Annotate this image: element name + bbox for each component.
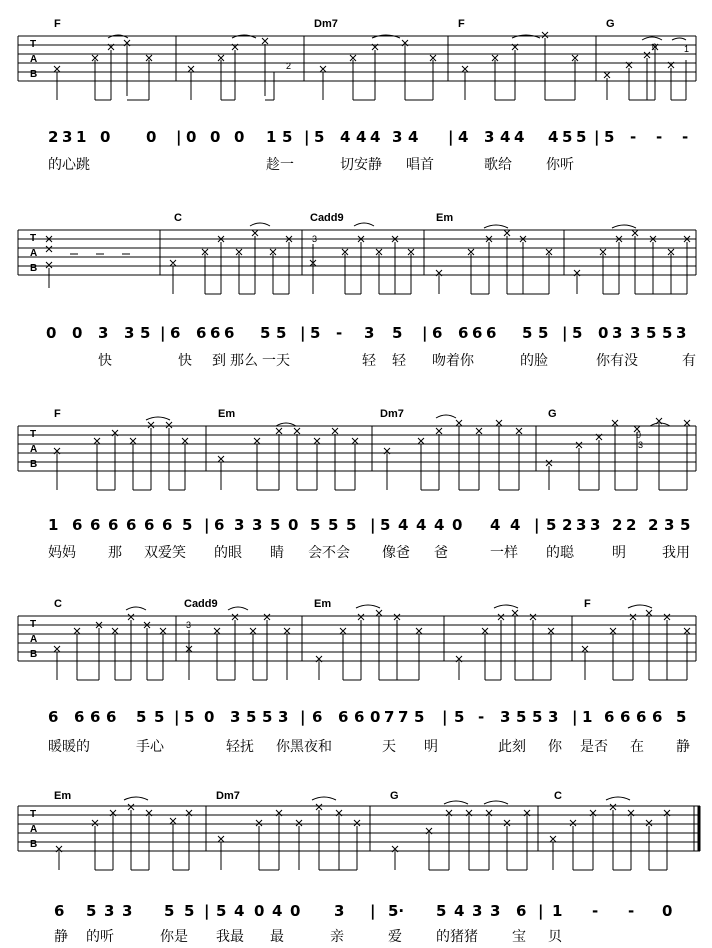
note: 5 xyxy=(532,708,543,726)
note: 6 xyxy=(144,516,155,534)
note: 0 xyxy=(72,324,83,342)
svg-text:3: 3 xyxy=(638,440,644,450)
note: 0 xyxy=(100,128,111,146)
note: 0 xyxy=(452,516,463,534)
note: 3 xyxy=(630,324,641,342)
note: 1 xyxy=(582,708,593,726)
tab-clef-letter: A xyxy=(30,634,38,645)
tab-staff xyxy=(0,390,712,500)
note: 6 xyxy=(48,708,59,726)
barline: | xyxy=(370,516,376,534)
barline: | xyxy=(572,708,578,726)
tab-clef-letter: T xyxy=(30,39,37,50)
tab-clef-letter: B xyxy=(30,649,38,660)
lyric-word: 睛 xyxy=(270,545,284,561)
note: 4 xyxy=(510,516,521,534)
barline: | xyxy=(174,708,180,726)
note: 6 xyxy=(210,324,221,342)
note: - xyxy=(656,128,663,146)
barline: | xyxy=(534,516,540,534)
barline: | xyxy=(538,902,544,920)
note: - xyxy=(592,902,599,920)
tab-clef-letter: B xyxy=(30,263,38,274)
note: 5 xyxy=(140,324,151,342)
barline: | xyxy=(204,902,210,920)
chord-label: G xyxy=(606,18,615,30)
note: 6 xyxy=(106,708,117,726)
lyric-word: 手心 xyxy=(136,739,164,755)
note: 4 xyxy=(434,516,445,534)
barline: | xyxy=(304,128,310,146)
note: 6 xyxy=(126,516,137,534)
lyric-word: 我用 xyxy=(662,545,690,561)
lyric-word: 你是 xyxy=(160,929,188,945)
note: 0 xyxy=(234,128,245,146)
lyric-word: 唱首 xyxy=(406,157,434,173)
lyric-word: 有 xyxy=(682,353,696,369)
note: 5 xyxy=(436,902,447,920)
note: 5 xyxy=(164,902,175,920)
note: 3 xyxy=(548,708,559,726)
note: 5 xyxy=(562,128,573,146)
note: 0 xyxy=(186,128,197,146)
chord-label: Em xyxy=(218,408,236,420)
note: 4 xyxy=(458,128,469,146)
barline: | xyxy=(448,128,454,146)
note: 6 xyxy=(312,708,323,726)
note: 3 xyxy=(252,516,263,534)
lyric-word: 那 xyxy=(108,545,122,561)
svg-text:0: 0 xyxy=(636,430,642,440)
lyric-word: 亲 xyxy=(330,929,344,945)
barline: | xyxy=(176,128,182,146)
note: 6 xyxy=(72,516,83,534)
note: 5 xyxy=(86,902,97,920)
chord-label: Cadd9 xyxy=(310,212,344,224)
numbered-notation-row xyxy=(0,516,712,542)
lyric-word: 明 xyxy=(612,545,626,561)
note: 6 xyxy=(604,708,615,726)
lyric-word: 我最 xyxy=(216,929,244,945)
note: 5 xyxy=(380,516,391,534)
barline: | xyxy=(204,516,210,534)
note: 5 xyxy=(184,902,195,920)
chord-label: C xyxy=(54,598,62,610)
tab-clef-letter: A xyxy=(30,248,38,259)
note: 3 xyxy=(612,324,623,342)
lyric-word: 的眼 xyxy=(214,545,242,561)
note: 4 xyxy=(340,128,351,146)
lyric-word: 爸 xyxy=(434,545,448,561)
note: 2 xyxy=(612,516,623,534)
note: 1 xyxy=(552,902,563,920)
note: 3 xyxy=(364,324,375,342)
note: 6 xyxy=(472,324,483,342)
lyric-word: 在 xyxy=(630,739,644,755)
lyric-word: 歌给 xyxy=(484,157,512,173)
note: 1 xyxy=(76,128,87,146)
note: 6 xyxy=(90,708,101,726)
lyric-word: 到 xyxy=(212,353,226,369)
note: 6 xyxy=(458,324,469,342)
barline: | xyxy=(160,324,166,342)
lyric-word: 的聪 xyxy=(546,545,574,561)
note: 3 xyxy=(104,902,115,920)
lyric-word: 爱 xyxy=(388,929,402,945)
note: 2 xyxy=(626,516,637,534)
lyric-word: 贝 xyxy=(548,929,562,945)
lyric-word: 妈妈 xyxy=(48,545,76,561)
note: 4 xyxy=(398,516,409,534)
note: 0 xyxy=(290,902,301,920)
barline: | xyxy=(300,708,306,726)
note: 4 xyxy=(514,128,525,146)
system-4 xyxy=(0,586,712,756)
lyric-word: 一天 xyxy=(262,353,290,369)
chord-label: Dm7 xyxy=(380,408,404,420)
barline: | xyxy=(442,708,448,726)
note: 4 xyxy=(454,902,465,920)
lyric-word: 明 xyxy=(424,739,438,755)
note: 5 xyxy=(680,516,691,534)
lyric-word: 那么 xyxy=(230,353,258,369)
chord-label: Em xyxy=(436,212,454,224)
note: 6 xyxy=(90,516,101,534)
note: 4 xyxy=(500,128,511,146)
tab-clef-letter: B xyxy=(30,69,38,80)
lyrics-row xyxy=(0,926,712,948)
lyric-word: 你有没 xyxy=(596,353,638,369)
note: 6 xyxy=(196,324,207,342)
note: 6 xyxy=(224,324,235,342)
chord-label: G xyxy=(548,408,557,420)
lyric-word: 趁一 xyxy=(266,157,294,173)
note: 5 xyxy=(216,902,227,920)
note: 6 xyxy=(108,516,119,534)
lyric-word: 你 xyxy=(548,739,562,755)
lyric-word: 此刻 xyxy=(498,739,526,755)
note: 6 xyxy=(620,708,631,726)
note: 6 xyxy=(486,324,497,342)
note: 3 xyxy=(500,708,511,726)
note: 5 xyxy=(392,324,403,342)
numbered-notation-row xyxy=(0,324,712,350)
tab-staff xyxy=(0,586,712,696)
note: 5 xyxy=(262,708,273,726)
note: 5 xyxy=(270,516,281,534)
tab-clef-letter: A xyxy=(30,54,38,65)
note: 5 xyxy=(328,516,339,534)
note: 5 xyxy=(646,324,657,342)
chord-label: F xyxy=(54,18,61,30)
lyrics-row xyxy=(0,736,712,758)
note: 3 xyxy=(334,902,345,920)
lyric-word: 你黑夜和 xyxy=(276,739,332,755)
chord-label: F xyxy=(458,18,465,30)
note: 0 xyxy=(210,128,221,146)
note: 4 xyxy=(548,128,559,146)
note: 6 xyxy=(516,902,527,920)
note: 3 xyxy=(62,128,73,146)
lyric-word: 暖暖的 xyxy=(48,739,90,755)
note: 0 xyxy=(370,708,381,726)
note: 1 xyxy=(48,516,59,534)
tab-clef-letter: B xyxy=(30,459,38,470)
note: 6 xyxy=(636,708,647,726)
lyrics-row xyxy=(0,154,712,176)
svg-text:3: 3 xyxy=(186,620,192,630)
system-2 xyxy=(0,194,712,369)
note: 5 xyxy=(282,128,293,146)
chord-label: Em xyxy=(314,598,332,610)
note: - xyxy=(628,902,635,920)
svg-text:1: 1 xyxy=(684,44,690,54)
note: 6 xyxy=(652,708,663,726)
note: 3 xyxy=(98,324,109,342)
svg-text:0: 0 xyxy=(652,42,658,52)
lyric-word: 的猪猪 xyxy=(436,929,478,945)
note: 6 xyxy=(74,708,85,726)
note: 0 xyxy=(204,708,215,726)
svg-text:3: 3 xyxy=(312,234,318,244)
chord-label: C xyxy=(174,212,182,224)
note: 5 xyxy=(454,708,465,726)
note: 4 xyxy=(416,516,427,534)
tab-clef-letter: A xyxy=(30,824,38,835)
note: 5 xyxy=(310,324,321,342)
note: 6 xyxy=(170,324,181,342)
lyric-word: 双爱笑 xyxy=(144,545,186,561)
note: 3 xyxy=(392,128,403,146)
note: 5 xyxy=(572,324,583,342)
note: - xyxy=(682,128,689,146)
note: 5 xyxy=(276,324,287,342)
note: 5 xyxy=(676,708,687,726)
chord-label: F xyxy=(54,408,61,420)
note: 5 xyxy=(538,324,549,342)
lyric-word: 快 xyxy=(178,353,192,369)
note: 3 xyxy=(122,902,133,920)
lyric-word: 宝 xyxy=(512,929,526,945)
note: 0 xyxy=(662,902,673,920)
lyric-word: 的听 xyxy=(86,929,114,945)
note: 0 xyxy=(46,324,57,342)
tab-clef-letter: T xyxy=(30,429,37,440)
lyric-word: 像爸 xyxy=(382,545,410,561)
note: 2 xyxy=(48,128,59,146)
note: 2 xyxy=(648,516,659,534)
lyric-word: 是否 xyxy=(580,739,608,755)
tab-staff xyxy=(0,0,712,110)
note: 6 xyxy=(162,516,173,534)
note: 3 xyxy=(124,324,135,342)
tab-staff xyxy=(0,780,712,890)
note: 2 xyxy=(562,516,573,534)
note: 6 xyxy=(354,708,365,726)
chord-label: F xyxy=(584,598,591,610)
note: 5 xyxy=(546,516,557,534)
note: 0 xyxy=(254,902,265,920)
lyric-word: 静 xyxy=(676,739,690,755)
chord-label: Cadd9 xyxy=(184,598,218,610)
note: 3 xyxy=(576,516,587,534)
tab-clef-letter: T xyxy=(30,809,37,820)
note: 6 xyxy=(432,324,443,342)
barline: | xyxy=(370,902,376,920)
system-5 xyxy=(0,780,712,945)
note: 5 xyxy=(182,516,193,534)
note: 5 xyxy=(154,708,165,726)
tab-clef-letter: A xyxy=(30,444,38,455)
note: 3 xyxy=(664,516,675,534)
tab-clef-letter: T xyxy=(30,619,37,630)
note: 0 xyxy=(146,128,157,146)
lyric-word: 的心跳 xyxy=(48,157,90,173)
lyric-word: 轻抚 xyxy=(226,739,254,755)
note: 4 xyxy=(356,128,367,146)
chord-label: Dm7 xyxy=(314,18,338,30)
tab-clef-letter: T xyxy=(30,233,37,244)
note: 5 xyxy=(314,128,325,146)
note: 5 xyxy=(184,708,195,726)
lyrics-row xyxy=(0,542,712,564)
lyric-word: 轻 xyxy=(362,353,376,369)
chord-label: G xyxy=(390,790,399,802)
barline: | xyxy=(300,324,306,342)
note: 5 xyxy=(576,128,587,146)
lyric-word: 一样 xyxy=(490,545,518,561)
svg-text:2: 2 xyxy=(286,61,292,71)
lyric-word: 静 xyxy=(54,929,68,945)
note: 5 xyxy=(246,708,257,726)
chord-label: Dm7 xyxy=(216,790,240,802)
note: 5 xyxy=(662,324,673,342)
note: 3 xyxy=(590,516,601,534)
note: 3 xyxy=(234,516,245,534)
note: 7 xyxy=(384,708,395,726)
note: 1 xyxy=(266,128,277,146)
note: 7 xyxy=(398,708,409,726)
note: - xyxy=(630,128,637,146)
note: 5· xyxy=(388,902,405,920)
note: 3 xyxy=(230,708,241,726)
lyric-word: 吻着你 xyxy=(432,353,474,369)
tab-staff xyxy=(0,194,712,304)
note: 4 xyxy=(490,516,501,534)
note: 4 xyxy=(272,902,283,920)
note: 5 xyxy=(604,128,615,146)
barline: | xyxy=(594,128,600,146)
note: 6 xyxy=(214,516,225,534)
note: 3 xyxy=(472,902,483,920)
numbered-notation-row xyxy=(0,708,712,734)
chord-label: C xyxy=(554,790,562,802)
note: 5 xyxy=(522,324,533,342)
note: 5 xyxy=(516,708,527,726)
lyric-word: 你听 xyxy=(546,157,574,173)
note: 3 xyxy=(490,902,501,920)
lyric-word: 最 xyxy=(270,929,284,945)
system-1 xyxy=(0,0,712,173)
numbered-notation-row xyxy=(0,902,712,928)
barline: | xyxy=(422,324,428,342)
note: 3 xyxy=(278,708,289,726)
lyrics-row xyxy=(0,350,712,372)
note: 0 xyxy=(288,516,299,534)
lyric-word: 快 xyxy=(98,353,112,369)
system-3 xyxy=(0,390,712,560)
note: 3 xyxy=(676,324,687,342)
numbered-notation-row xyxy=(0,128,712,154)
lyric-word: 会不会 xyxy=(308,545,350,561)
lyric-word: 轻 xyxy=(392,353,406,369)
note: 5 xyxy=(260,324,271,342)
note: 6 xyxy=(54,902,65,920)
note: 5 xyxy=(414,708,425,726)
lyric-word: 切安静 xyxy=(340,157,382,173)
note: 6 xyxy=(338,708,349,726)
note: 5 xyxy=(346,516,357,534)
note: 4 xyxy=(234,902,245,920)
note: 5 xyxy=(310,516,321,534)
note: 3 xyxy=(484,128,495,146)
chord-label: Em xyxy=(54,790,72,802)
tab-clef-letter: B xyxy=(30,839,38,850)
note: 5 xyxy=(136,708,147,726)
lyric-word: 天 xyxy=(382,739,396,755)
barline: | xyxy=(562,324,568,342)
note: - xyxy=(478,708,485,726)
note: 4 xyxy=(370,128,381,146)
note: 4 xyxy=(408,128,419,146)
lyric-word: 的脸 xyxy=(520,353,548,369)
note: - xyxy=(336,324,343,342)
note: 0 xyxy=(598,324,609,342)
